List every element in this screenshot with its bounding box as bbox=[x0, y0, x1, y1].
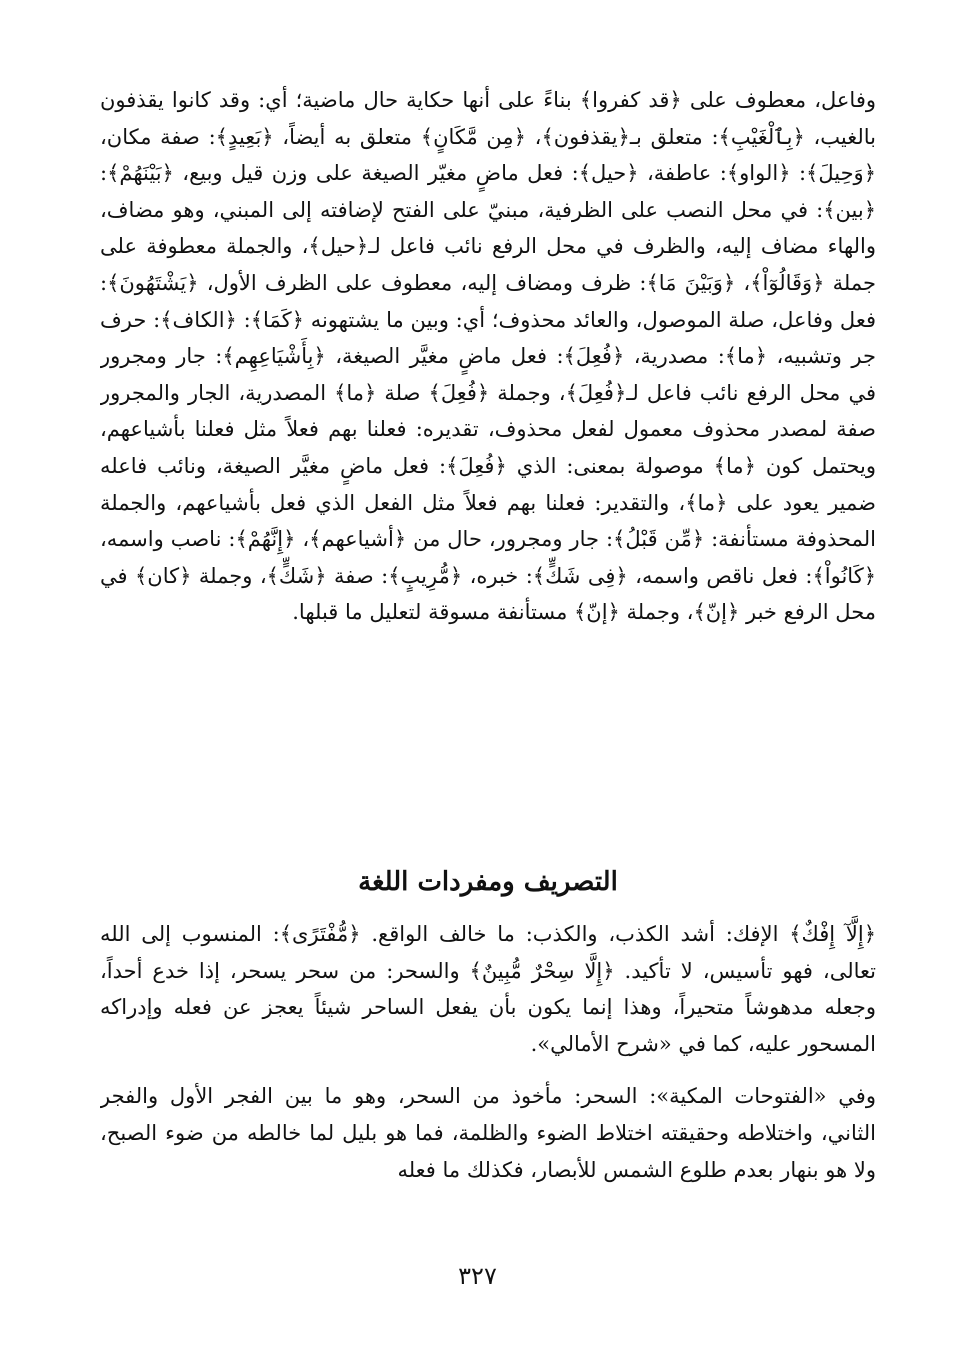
section-heading: التصريف ومفردات اللغة bbox=[358, 867, 618, 897]
page-number: ٣٢٧ bbox=[458, 1262, 497, 1290]
section-paragraph: وفي «الفتوحات المكية»: السحر: مأخوذ من السحر، وهو ما بين الفجر الأول والفجر الثاني، واختلاطه وحقيقته اختلاط الضوء والظلمة، فما هو بليل لما خالطه من ضوء الصبح، ولا هو بنهار بعدم طلوع الشمس للأبصار، فكذلك ما فعله bbox=[100, 1084, 876, 1182]
page-content bbox=[100, 82, 876, 1188]
section-paragraph: ﴿إِلَّآ إِفْكٌ﴾ الإفك: أشد الكذب، والكذب: ما خالف الواقع. ﴿مُّفْتَرًى﴾: المنسوب إلى الله تعالى، فهو تأسيس، لا تأكيد. ﴿إِلَّا سِحْرٌ مُّبِينٌ﴾ والسحر: من سحر يسحر، إذا خدع أحداً، وجعله مدهوشاً متحيراً، وهذا إنما يكون بأن يفعل الساحر شيئاً يعجز عن فعله وإدراكه المسحور عليه، كما في «شرح الأمالي». bbox=[100, 922, 876, 1056]
body-paragraph: وفاعل، معطوف على ﴿قد كفروا﴾ بناءً على أنها حكاية حال ماضية؛ أي: وقد كانوا يقذفون بالغيب، ﴿بِٱلْغَيْبِ﴾: متعلق بـ﴿يقذفون﴾، ﴿مِن مَّكَانٍ﴾ متعلق به أيضاً، ﴿بَعِيدٍ﴾: صفة مكان، ﴿وَحِيلَ﴾: ﴿الواو﴾: عاطفة، ﴿حيل﴾: فعل ماضٍ مغيّر الصيغة على وزن قيل وبيع، ﴿بَيْنَهُمْ﴾: ﴿بين﴾: في محل النصب على الظرفية، مبنيّ على الفتح لإضافته إلى المبني، وهو مضاف، والهاء مضاف إليه، والظرف في محل الرفع نائب فاعل لـ﴿حيل﴾، والجملة معطوفة على جملة ﴿وَقَالُوٓاْ﴾، ﴿وَبَيْنَ مَا﴾: ظرف ومضاف إليه، معطوف على الظرف الأول، ﴿يَشْتَهُونَ﴾: فعل وفاعل، صلة الموصول، والعائد محذوف؛ أي: وبين ما يشتهونه ﴿كَمَا﴾: ﴿الكاف﴾: حرف جر وتشبيه، ﴿ما﴾: مصدرية، ﴿فُعِلَ﴾: فعل ماضٍ مغيَّر الصيغة، ﴿بِأَشْيَاعِهِم﴾: جار ومجرور في محل الرفع نائب فاعل لـ﴿فُعِلَ﴾، وجملة ﴿فُعِلَ﴾ صلة ﴿ما﴾ المصدرية، الجار والمجرور صفة لمصدر محذوف معمول لفعل محذوف، تقديره: فعلنا بهم فعلاً مثل فعلنا بأشياعهم، ويحتمل كون ﴿ما﴾ موصولة بمعنى: الذي ﴿فُعِلَ﴾: فعل ماضٍ مغيَّر الصيغة، ونائب فاعله ضمير يعود على ﴿ما﴾، والتقدير: فعلنا بهم فعلاً مثل الفعل الذي فعل بأشياعهم، والجملة المحذوفة مستأنفة: ﴿مِّن قَبْلُ﴾: جار ومجرور، حال من ﴿أشياعهم﴾، ﴿إِنَّهُمْ﴾: ناصب واسمه، ﴿كَانُواْ﴾: فعل ناقص واسمه، ﴿فِى شَكٍّ﴾: خبره، ﴿مُّرِيبٍ﴾: صفة ﴿شَكٍّ﴾، وجملة ﴿كان﴾ في محل الرفع خبر ﴿إنّ﴾، وجملة ﴿إنّ﴾ مستأنفة مسوقة لتعليل ما قبلها. bbox=[100, 88, 876, 625]
